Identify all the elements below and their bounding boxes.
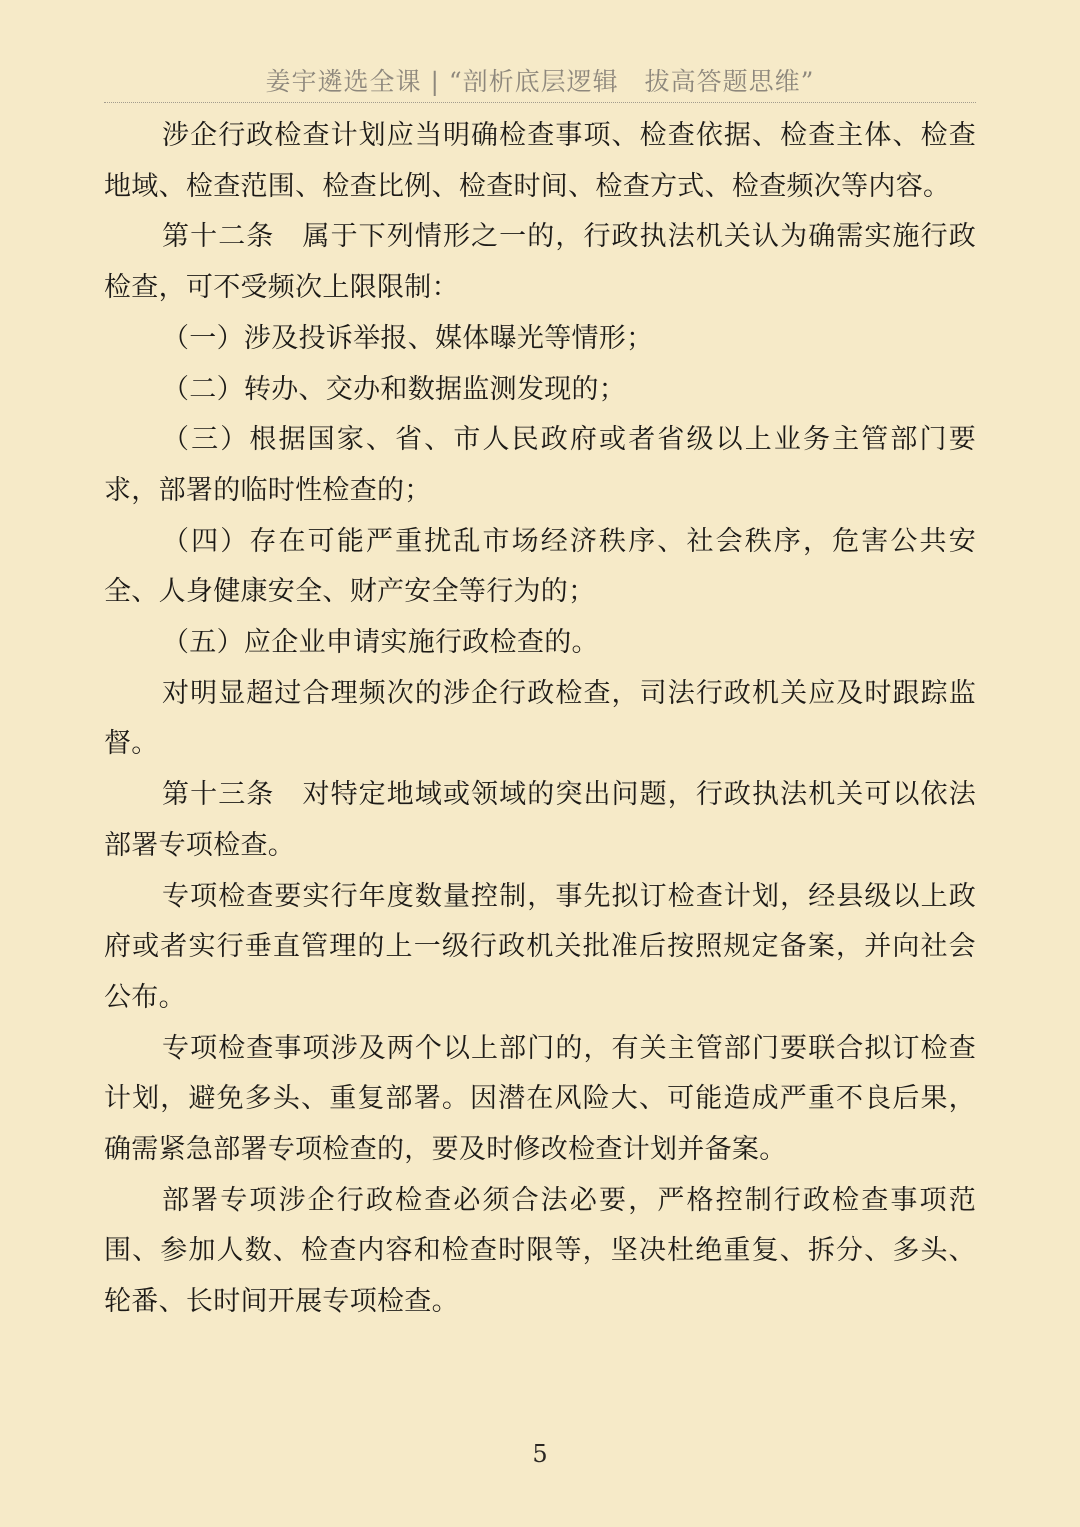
paragraph-article-13: 第十三条 对特定地域或领域的突出问题，行政执法机关可以依法部署专项检查。 <box>104 779 976 861</box>
paragraph-item-4: （四）存在可能严重扰乱市场经济秩序、社会秩序，危害公共安全、人身健康安全、财产安全等行为的； <box>104 525 976 608</box>
paragraph-joint-planning: 专项检查事项涉及两个以上部门的，有关主管部门要联合拟订检查计划，避免多头、重复部署。因潜在风险大、可能造成严重不良后果，确需紧急部署专项检查的，要及时修改检查计划并备案。 <box>104 1032 976 1166</box>
paragraph-annual-control: 专项检查要实行年度数量控制，事先拟订检查计划，经县级以上政府或者实行垂直管理的上一级行政机关批准后按照规定备案，并向社会公布。 <box>104 880 976 1013</box>
paragraph-inspection-plan: 涉企行政检查计划应当明确检查事项、检查依据、检查主体、检查地域、检查范围、检查比例、检查时间、检查方式、检查频次等内容。 <box>104 120 976 202</box>
page-number: 5 <box>532 1440 548 1468</box>
paragraph-article-12: 第十二条 属于下列情形之一的，行政执法机关认为确需实施行政检查，可不受频次上限限制： <box>104 221 976 304</box>
paragraph-item-5: （五）应企业申请实施行政检查的。 <box>162 627 599 659</box>
document-body <box>104 111 976 1328</box>
running-header: 姜宇遴选全课 | “剖析底层逻辑 拔高答题思维” <box>265 67 815 96</box>
paragraph-item-2: （二）转办、交办和数据监测发现的； <box>162 373 627 405</box>
paragraph-item-3: （三）根据国家、省、市人民政府或者省级以上业务主管部门要求，部署的临时性检查的； <box>104 424 976 506</box>
paragraph-item-1: （一）涉及投诉举报、媒体曝光等情形； <box>162 322 654 354</box>
paragraph-strict-control: 部署专项涉企行政检查必须合法必要，严格控制行政检查事项范围、参加人数、检查内容和检查时限等，坚决杜绝重复、拆分、多头、轮番、长时间开展专项检查。 <box>104 1184 976 1318</box>
paragraph-frequency-supervision: 对明显超过合理频次的涉企行政检查，司法行政机关应及时跟踪监督。 <box>104 677 976 760</box>
header-divider <box>104 102 976 103</box>
